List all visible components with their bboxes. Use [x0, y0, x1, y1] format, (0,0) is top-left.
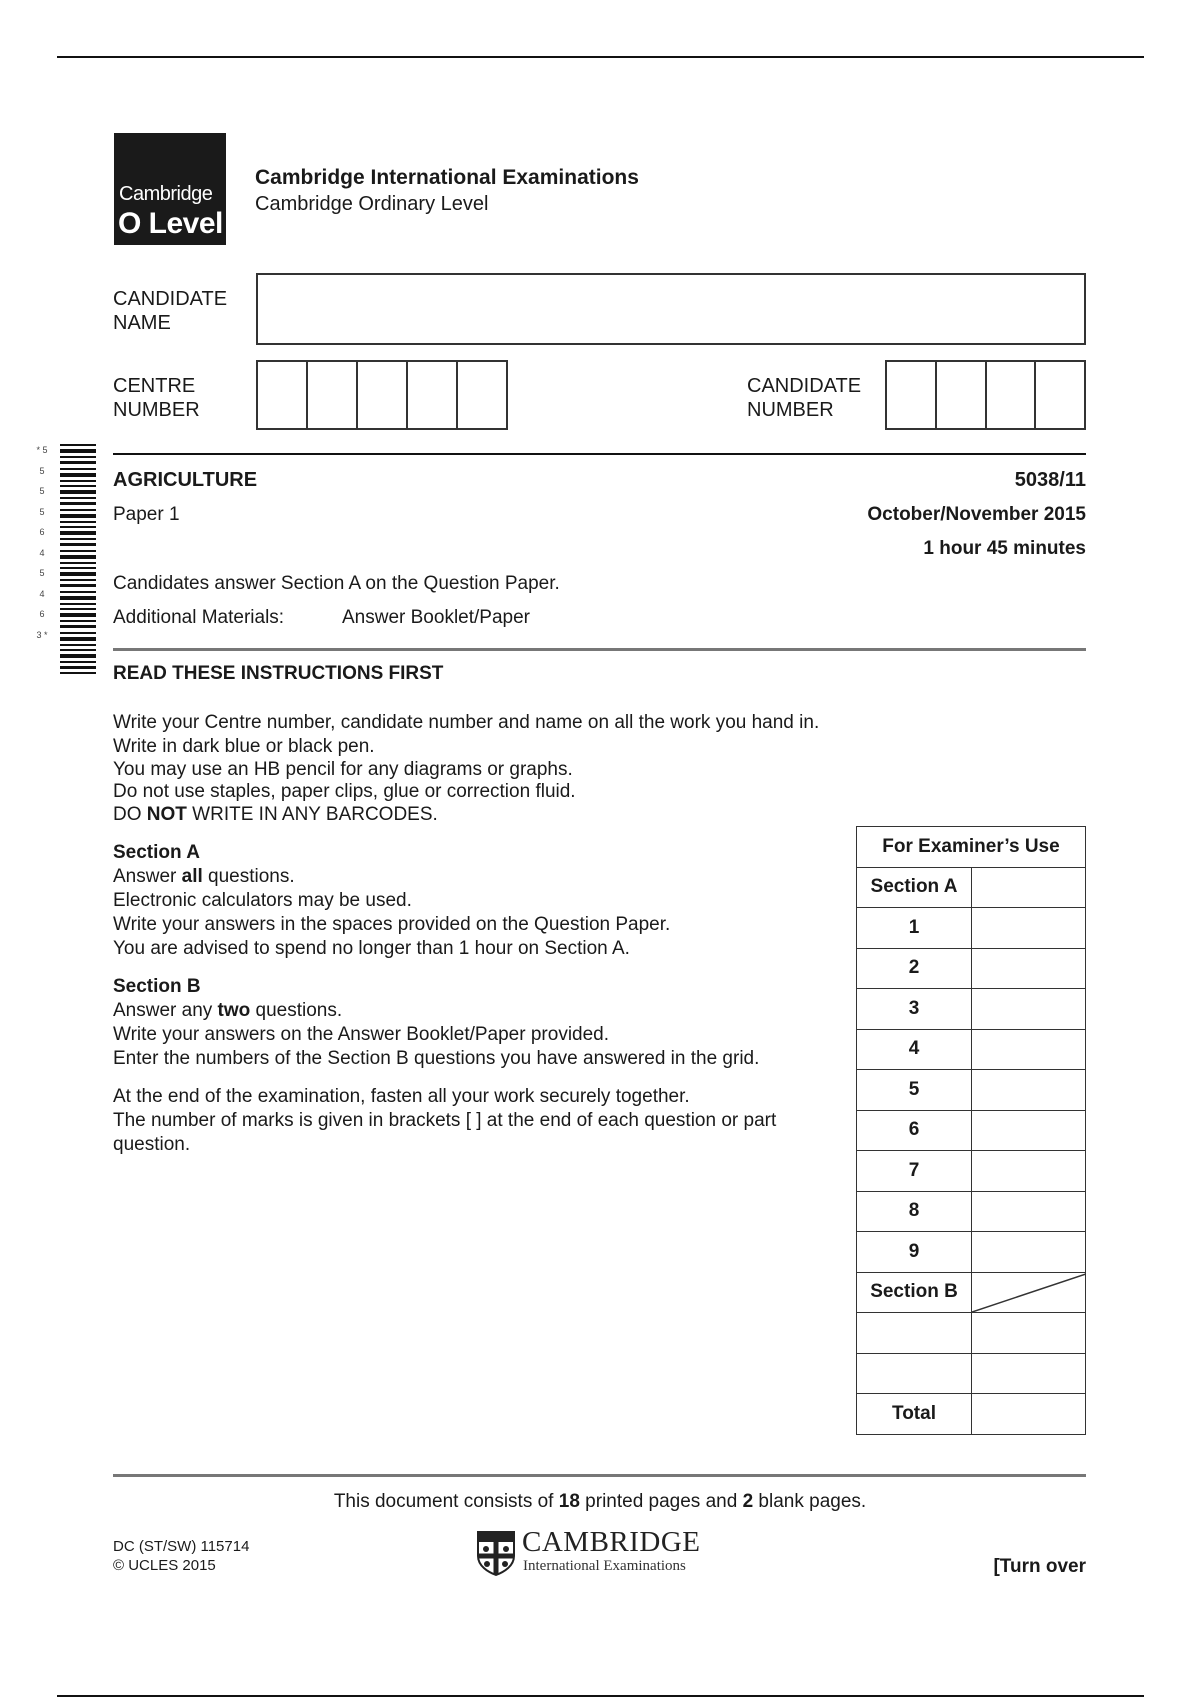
exam-session: October/November 2015: [867, 504, 1086, 525]
instruction-line: Enter the numbers of the Section B questions you have answered in the grid.: [113, 1048, 760, 1069]
instruction-line: Electronic calculators may be used.: [113, 890, 412, 911]
mark-cell[interactable]: [972, 1029, 1086, 1070]
instructions-body: [113, 711, 843, 1157]
footer-rule: [113, 1474, 1086, 1477]
subject-bottom-rule: [113, 648, 1086, 651]
instruction-line: Write your answers in the spaces provided on the Question Paper.: [113, 914, 671, 935]
diagonal-cell: [972, 1272, 1086, 1313]
o-level-logo: [114, 133, 226, 245]
mark-cell[interactable]: [972, 1232, 1086, 1273]
barcode-warning: DO NOT WRITE IN ANY BARCODES.: [113, 804, 438, 825]
page-count-note: This document consists of 18 printed pages and 2 blank pages.: [333, 1491, 867, 1512]
instruction-line: You may use an HB pencil for any diagrams or graphs.: [113, 759, 573, 780]
cambridge-crest-icon: [476, 1530, 516, 1576]
instruction-line: Write your Centre number, candidate number and name on all the work you hand in.: [113, 712, 820, 733]
mark-cell[interactable]: [972, 1151, 1086, 1192]
question-number: 1: [857, 908, 972, 949]
subject-top-rule: [113, 453, 1086, 455]
section-b-title: Section B: [113, 976, 201, 997]
centre-number-field[interactable]: [256, 360, 508, 430]
logo-line1: Cambridge: [119, 183, 213, 205]
centre-number-cell[interactable]: [258, 362, 308, 428]
cambridge-wordmark-sub: International Examinations: [523, 1558, 686, 1574]
question-number: 5: [857, 1070, 972, 1111]
logo-line2: O Level: [118, 207, 223, 240]
candidate-number-cell[interactable]: [937, 362, 987, 428]
candidate-number-label: CANDIDATE NUMBER: [747, 375, 862, 421]
level-name: Cambridge Ordinary Level: [255, 193, 489, 215]
mark-cell[interactable]: [972, 867, 1086, 908]
candidate-number-cell[interactable]: [887, 362, 937, 428]
mark-cell[interactable]: [972, 1070, 1086, 1111]
mark-cell[interactable]: [972, 1313, 1086, 1354]
mark-cell[interactable]: [972, 948, 1086, 989]
section-b-label: Section B: [857, 1272, 972, 1313]
additional-materials-value: Answer Booklet/Paper: [342, 607, 530, 628]
paper-number: Paper 1: [113, 504, 180, 525]
candidate-number-cell[interactable]: [1036, 362, 1084, 428]
question-number: 8: [857, 1191, 972, 1232]
candidate-number-field[interactable]: [885, 360, 1086, 430]
question-number: 3: [857, 989, 972, 1030]
question-number: 9: [857, 1232, 972, 1273]
barcode-digits: * 5 5 5 5 6 4 5 4 6 3 *: [36, 445, 48, 640]
instruction-line: The number of marks is given in brackets [ ] at the end of each question or part question.: [113, 1110, 777, 1155]
bottom-rule: [57, 1695, 1144, 1697]
instruction-line: At the end of the examination, fasten all your work securely together.: [113, 1086, 690, 1107]
copyright: © UCLES 2015: [113, 1557, 216, 1574]
org-name: Cambridge International Examinations: [255, 166, 639, 189]
centre-number-label: CENTRE NUMBER: [113, 375, 200, 421]
examiners-use-title: For Examiner’s Use: [857, 827, 1086, 868]
mark-cell[interactable]: [972, 908, 1086, 949]
subject: AGRICULTURE: [113, 469, 258, 491]
mark-cell[interactable]: [972, 989, 1086, 1030]
instruction-line: You are advised to spend no longer than 1 hour on Section A.: [113, 938, 630, 959]
section-b-question-cell[interactable]: [857, 1353, 972, 1394]
paper-code: 5038/11: [1014, 469, 1086, 491]
candidate-name-label: CANDIDATE NAME: [113, 288, 228, 334]
question-number: 4: [857, 1029, 972, 1070]
centre-number-cell[interactable]: [408, 362, 458, 428]
total-label: Total: [857, 1394, 972, 1435]
mark-cell[interactable]: [972, 1110, 1086, 1151]
mark-cell[interactable]: [972, 1353, 1086, 1394]
instruction-line: Do not use staples, paper clips, glue or correction fluid.: [113, 781, 576, 802]
document-reference: DC (ST/SW) 115714: [113, 1538, 250, 1555]
centre-number-cell[interactable]: [458, 362, 506, 428]
instruction-line: Write in dark blue or black pen.: [113, 736, 375, 757]
turn-over: [Turn over: [993, 1556, 1086, 1577]
candidate-number-cell[interactable]: [987, 362, 1037, 428]
section-a-label: Section A: [857, 867, 972, 908]
exam-duration: 1 hour 45 minutes: [923, 538, 1086, 559]
centre-number-cell[interactable]: [358, 362, 408, 428]
section-a-title: Section A: [113, 842, 200, 863]
additional-materials-label: Additional Materials:: [113, 607, 285, 628]
section-a-answer: Answer all questions.: [113, 866, 295, 887]
question-number: 6: [857, 1110, 972, 1151]
candidate-name-field[interactable]: [256, 273, 1086, 345]
top-rule: [57, 56, 1144, 58]
question-number: 2: [857, 948, 972, 989]
section-b-answer: Answer any two questions.: [113, 1000, 343, 1021]
barcode-image: [40, 442, 100, 677]
question-number: 7: [857, 1151, 972, 1192]
instructions-heading: READ THESE INSTRUCTIONS FIRST: [113, 663, 444, 684]
candidates-answer-note: Candidates answer Section A on the Question Paper.: [113, 573, 560, 594]
section-b-question-cell[interactable]: [857, 1313, 972, 1354]
centre-number-cell[interactable]: [308, 362, 358, 428]
cambridge-wordmark: CAMBRIDGE: [522, 1526, 701, 1558]
diagonal-line: [972, 1273, 1086, 1313]
total-cell[interactable]: [972, 1394, 1086, 1435]
instruction-line: Write your answers on the Answer Booklet/Paper provided.: [113, 1024, 610, 1045]
mark-cell[interactable]: [972, 1191, 1086, 1232]
examiners-use-table: [856, 826, 1086, 1435]
